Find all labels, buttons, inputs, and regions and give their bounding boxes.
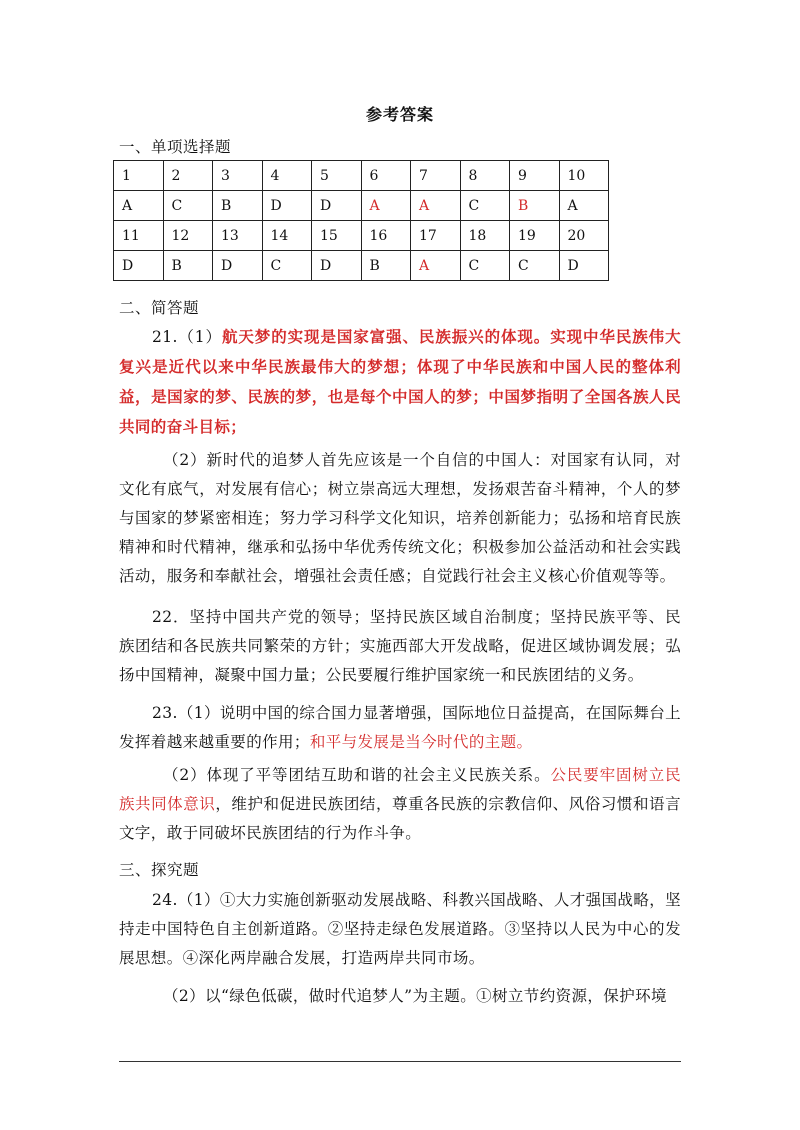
- answer-text: 23.（1）说明中国的综合国力显著增强，国际地位日益提高，在国际舞台上发挥着越来越重要的作用；: [119, 704, 682, 751]
- footer-divider: [119, 1061, 681, 1062]
- table-cell: 15: [312, 221, 362, 251]
- table-cell: 19: [510, 221, 560, 251]
- answer-text: （2）体现了平等团结互助和谐的社会主义民族关系。: [163, 766, 551, 784]
- table-cell: 7: [411, 161, 461, 191]
- answer-24-part1: 24.（1）①大力实施创新驱动发展战略、科教兴国战略、人才强国战略，坚持走中国特色自主创新道路。②坚持走绿色发展道路。③坚持以人民为中心的发展思想。④深化两岸融合发展，打造两岸共同市场。: [119, 891, 682, 967]
- table-cell: B: [213, 191, 263, 221]
- table-row: [114, 221, 609, 251]
- answer-text: ，维护和促进民族团结，尊重各民族的宗教信仰、风俗习惯和语言文字，敢于同破坏民族团结的行为作斗争。: [119, 795, 681, 842]
- table-cell: 20: [559, 221, 609, 251]
- table-cell: B: [163, 251, 213, 281]
- page-title: 参考答案: [365, 105, 434, 124]
- table-cell: 2: [163, 161, 213, 191]
- table-row: [114, 161, 609, 191]
- table-cell: 10: [559, 161, 609, 191]
- table-cell: 4: [262, 161, 312, 191]
- table-cell: 5: [312, 161, 362, 191]
- table-cell: 16: [361, 221, 411, 251]
- table-cell: D: [312, 251, 362, 281]
- answer-prefix: 21.（1）: [152, 328, 222, 346]
- table-cell: A: [411, 251, 461, 281]
- table-cell: A: [559, 191, 609, 221]
- table-cell: 18: [460, 221, 510, 251]
- answer-24-part2: （2）以“绿色低碳，做时代追梦人”为主题。①树立节约资源，保护环境: [163, 987, 667, 1005]
- answer-highlight: 和平与发展是当今时代的主题。: [309, 733, 533, 751]
- table-cell: 11: [114, 221, 164, 251]
- answer-table: [113, 160, 609, 281]
- table-cell: C: [460, 191, 510, 221]
- section-heading-short-answer: 二、简答题: [119, 299, 200, 317]
- table-cell: C: [262, 251, 312, 281]
- answer-highlight: 公民要牢固树立民族共同体意识: [119, 766, 682, 813]
- section-heading-inquiry: 三、探究题: [119, 861, 200, 879]
- table-cell: D: [213, 251, 263, 281]
- table-cell: B: [510, 191, 560, 221]
- table-cell: D: [559, 251, 609, 281]
- table-cell: D: [262, 191, 312, 221]
- table-cell: 3: [213, 161, 263, 191]
- table-cell: 12: [163, 221, 213, 251]
- table-cell: A: [361, 191, 411, 221]
- section-heading-choice: 一、单项选择题: [119, 138, 232, 156]
- table-cell: A: [114, 191, 164, 221]
- table-cell: 14: [262, 221, 312, 251]
- table-cell: A: [411, 191, 461, 221]
- table-cell: 6: [361, 161, 411, 191]
- table-cell: B: [361, 251, 411, 281]
- table-row: [114, 251, 609, 281]
- answer-22: 22．坚持中国共产党的领导；坚持民族区域自治制度；坚持民族平等、民族团结和各民族共同繁荣的方针；实施西部大开发战略，促进区域协调发展；弘扬中国精神，凝聚中国力量；公民要履行维护国家统一和民族团结的义务。: [119, 608, 681, 684]
- table-cell: C: [460, 251, 510, 281]
- table-cell: 13: [213, 221, 263, 251]
- table-cell: D: [312, 191, 362, 221]
- table-row: [114, 191, 609, 221]
- table-cell: 17: [411, 221, 461, 251]
- table-cell: C: [163, 191, 213, 221]
- table-cell: D: [114, 251, 164, 281]
- answer-highlight: 航天梦的实现是国家富强、民族振兴的体现。实现中华民族伟大复兴是近代以来中华民族最伟大的梦想；体现了中华民族和中国人民的整体利益，是国家的梦、民族的梦，也是每个中国人的梦；中国梦指明了全国各族人民共同的奋斗目标；: [119, 327, 681, 436]
- answer-23-part1: [119, 699, 681, 757]
- answer-21-part2: （2）新时代的追梦人首先应该是一个自信的中国人：对国家有认同，对文化有底气，对发展有信心；树立崇高远大理想，发扬艰苦奋斗精神，个人的梦与国家的梦紧密相连；努力学习科学文化知识，培养创新能力；弘扬和培育民族精神和时代精神，继承和弘扬中华优秀传统文化；积极参加公益活动和社会实践活动，服务和奉献社会，增强社会责任感；自觉践行社会主义核心价值观等等。: [119, 451, 681, 585]
- table-cell: 1: [114, 161, 164, 191]
- answer-21-part1: [119, 322, 681, 442]
- table-cell: C: [510, 251, 560, 281]
- answer-23-part2: [119, 761, 681, 848]
- table-cell: 9: [510, 161, 560, 191]
- table-cell: 8: [460, 161, 510, 191]
